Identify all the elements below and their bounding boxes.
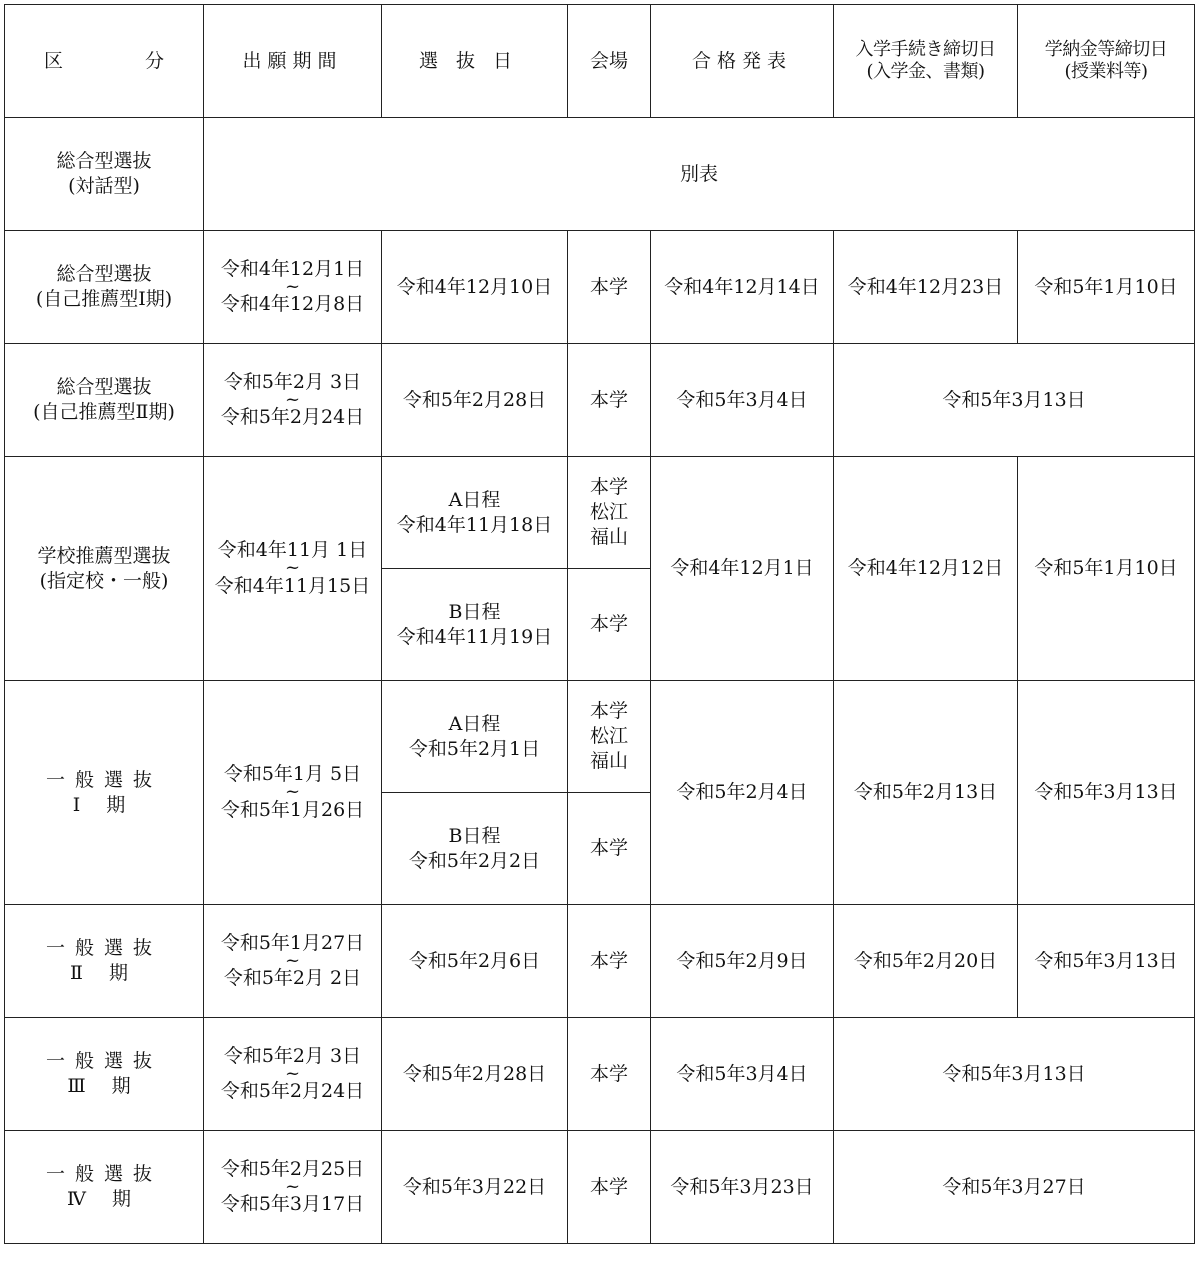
- fee-cell: 令和5年3月13日: [1018, 905, 1195, 1018]
- schedule-b-label: B日程: [448, 824, 501, 847]
- category-cell: [5, 681, 204, 905]
- venue-1: 本学: [589, 700, 628, 723]
- period-start: 令和5年2月 3日: [223, 1044, 362, 1067]
- header-fee-line2: (授業料等): [1064, 61, 1148, 82]
- category-cell: [5, 231, 204, 344]
- exam-date-cell: 令和5年2月28日: [382, 344, 568, 457]
- schedule-a-label: A日程: [448, 488, 501, 511]
- range-wave: ~: [284, 949, 301, 971]
- header-enroll-deadline: [834, 5, 1018, 118]
- category-cell: [5, 457, 204, 681]
- combined-deadline-cell: 令和5年3月27日: [834, 1131, 1195, 1244]
- venue-3: 福山: [589, 525, 628, 548]
- period-cell: [204, 231, 382, 344]
- period-start: 令和5年1月 5日: [223, 763, 362, 786]
- category-line2: Ⅱ 期: [70, 962, 138, 984]
- period-cell: [204, 457, 382, 681]
- fee-cell: 令和5年1月10日: [1018, 231, 1195, 344]
- header-kubun-1: 区: [44, 49, 64, 72]
- exam-date-cell: 令和4年12月10日: [382, 231, 568, 344]
- venue-cell: 本学: [568, 1018, 651, 1131]
- result-cell: 令和5年2月9日: [651, 905, 834, 1018]
- period-end: 令和5年2月 2日: [223, 967, 362, 990]
- category-line2: (指定校・一般): [39, 569, 169, 592]
- category-line1: 一般選抜: [45, 1050, 162, 1073]
- schedule-a-date: 令和5年2月1日: [408, 737, 541, 760]
- header-row: [5, 5, 1195, 118]
- fee-cell: 令和5年1月10日: [1018, 457, 1195, 681]
- venue-cell: 本学: [568, 344, 651, 457]
- venue-2: 松江: [589, 725, 628, 748]
- schedule-b-date: 令和4年11月19日: [396, 625, 553, 648]
- period-cell: [204, 905, 382, 1018]
- separate-table-note: 別表: [204, 118, 1195, 231]
- header-kubun-2: 分: [144, 49, 164, 72]
- period-start: 令和4年12月1日: [220, 257, 365, 280]
- venue-cell: 本学: [568, 1131, 651, 1244]
- exam-date-cell: 令和5年3月22日: [382, 1131, 568, 1244]
- range-wave: ~: [284, 781, 301, 803]
- category-line2: Ⅳ 期: [66, 1188, 142, 1210]
- category-line1: 一般選抜: [45, 768, 162, 791]
- fee-cell: 令和5年3月13日: [1018, 681, 1195, 905]
- period-start: 令和4年11月 1日: [217, 539, 368, 562]
- enroll-cell: 令和5年2月20日: [834, 905, 1018, 1018]
- enroll-cell: 令和5年2月13日: [834, 681, 1018, 905]
- period-end: 令和5年1月26日: [220, 798, 365, 821]
- period-end: 令和5年3月17日: [220, 1193, 365, 1216]
- period-start: 令和5年2月25日: [220, 1157, 365, 1180]
- exam-b-cell: [382, 569, 568, 681]
- category-cell: [5, 118, 204, 231]
- exam-a-cell: [382, 457, 568, 569]
- period-cell: [204, 681, 382, 905]
- result-cell: 令和5年3月23日: [651, 1131, 834, 1244]
- category-line1: 総合型選抜: [56, 150, 152, 173]
- venue-a-cell: [568, 457, 651, 569]
- venue-b-cell: 本学: [568, 793, 651, 905]
- venue-3: 福山: [589, 749, 628, 772]
- period-cell: [204, 1018, 382, 1131]
- header-fee-deadline: [1018, 5, 1195, 118]
- category-cell: [5, 905, 204, 1018]
- header-enroll-line1: 入学手続き締切日: [855, 38, 996, 60]
- period-end: 令和5年2月24日: [220, 406, 365, 429]
- period-cell: [204, 344, 382, 457]
- header-period: 出願期間: [204, 5, 382, 118]
- period-end: 令和4年12月8日: [220, 293, 365, 316]
- admission-schedule-table: [4, 4, 1195, 1244]
- table-row: [5, 344, 1195, 457]
- category-line1: 学校推薦型選抜: [37, 544, 171, 567]
- range-wave: ~: [284, 275, 301, 297]
- table-row: [5, 457, 1195, 569]
- range-wave: ~: [284, 557, 301, 579]
- schedule-a-date: 令和4年11月18日: [396, 513, 553, 536]
- exam-date-cell: 令和5年2月6日: [382, 905, 568, 1018]
- table-row: [5, 1018, 1195, 1131]
- combined-deadline-cell: 令和5年3月13日: [834, 1018, 1195, 1131]
- exam-b-cell: [382, 793, 568, 905]
- result-cell: 令和4年12月14日: [651, 231, 834, 344]
- venue-1: 本学: [589, 476, 628, 499]
- result-cell: 令和5年3月4日: [651, 344, 834, 457]
- range-wave: ~: [284, 1062, 301, 1084]
- category-line1: 総合型選抜: [56, 263, 152, 286]
- period-start: 令和5年1月27日: [220, 931, 365, 954]
- category-cell: [5, 344, 204, 457]
- period-cell: [204, 1131, 382, 1244]
- table-row: [5, 118, 1195, 231]
- enroll-cell: 令和4年12月12日: [834, 457, 1018, 681]
- exam-date-cell: 令和5年2月28日: [382, 1018, 568, 1131]
- period-end: 令和5年2月24日: [220, 1080, 365, 1103]
- header-enroll-line2: (入学金、書類): [866, 61, 985, 82]
- schedule-b-label: B日程: [448, 600, 501, 623]
- category-line2: (対話型): [68, 175, 140, 197]
- table-row: [5, 1131, 1195, 1244]
- category-cell: [5, 1018, 204, 1131]
- result-cell: 令和5年2月4日: [651, 681, 834, 905]
- combined-deadline-cell: 令和5年3月13日: [834, 344, 1195, 457]
- table-row: [5, 905, 1195, 1018]
- category-line2: (自己推薦型Ⅱ期): [33, 401, 175, 423]
- period-end: 令和4年11月15日: [214, 574, 371, 597]
- venue-cell: 本学: [568, 905, 651, 1018]
- category-line2: Ⅰ 期: [72, 793, 136, 816]
- schedule-b-date: 令和5年2月2日: [408, 849, 541, 872]
- result-cell: 令和4年12月1日: [651, 457, 834, 681]
- header-venue: 会場: [568, 5, 651, 118]
- category-line1: 一般選抜: [45, 1163, 162, 1186]
- header-result: 合格発表: [651, 5, 834, 118]
- schedule-a-label: A日程: [448, 712, 501, 735]
- category-cell: [5, 1131, 204, 1244]
- enroll-cell: 令和4年12月23日: [834, 231, 1018, 344]
- exam-a-cell: [382, 681, 568, 793]
- category-line2: Ⅲ 期: [67, 1075, 141, 1097]
- venue-b-cell: 本学: [568, 569, 651, 681]
- result-cell: 令和5年3月4日: [651, 1018, 834, 1131]
- header-exam-date: 選抜日: [382, 5, 568, 118]
- range-wave: ~: [284, 1175, 301, 1197]
- category-line2: (自己推薦型Ⅰ期): [35, 288, 173, 310]
- table-row: [5, 231, 1195, 344]
- venue-cell: 本学: [568, 231, 651, 344]
- period-start: 令和5年2月 3日: [223, 370, 362, 393]
- venue-2: 松江: [589, 501, 628, 524]
- header-fee-line1: 学納金等締切日: [1044, 38, 1168, 60]
- header-kubun: [5, 5, 204, 118]
- venue-a-cell: [568, 681, 651, 793]
- category-line1: 一般選抜: [45, 937, 162, 960]
- category-line1: 総合型選抜: [56, 376, 152, 399]
- table-row: [5, 681, 1195, 793]
- range-wave: ~: [284, 388, 301, 410]
